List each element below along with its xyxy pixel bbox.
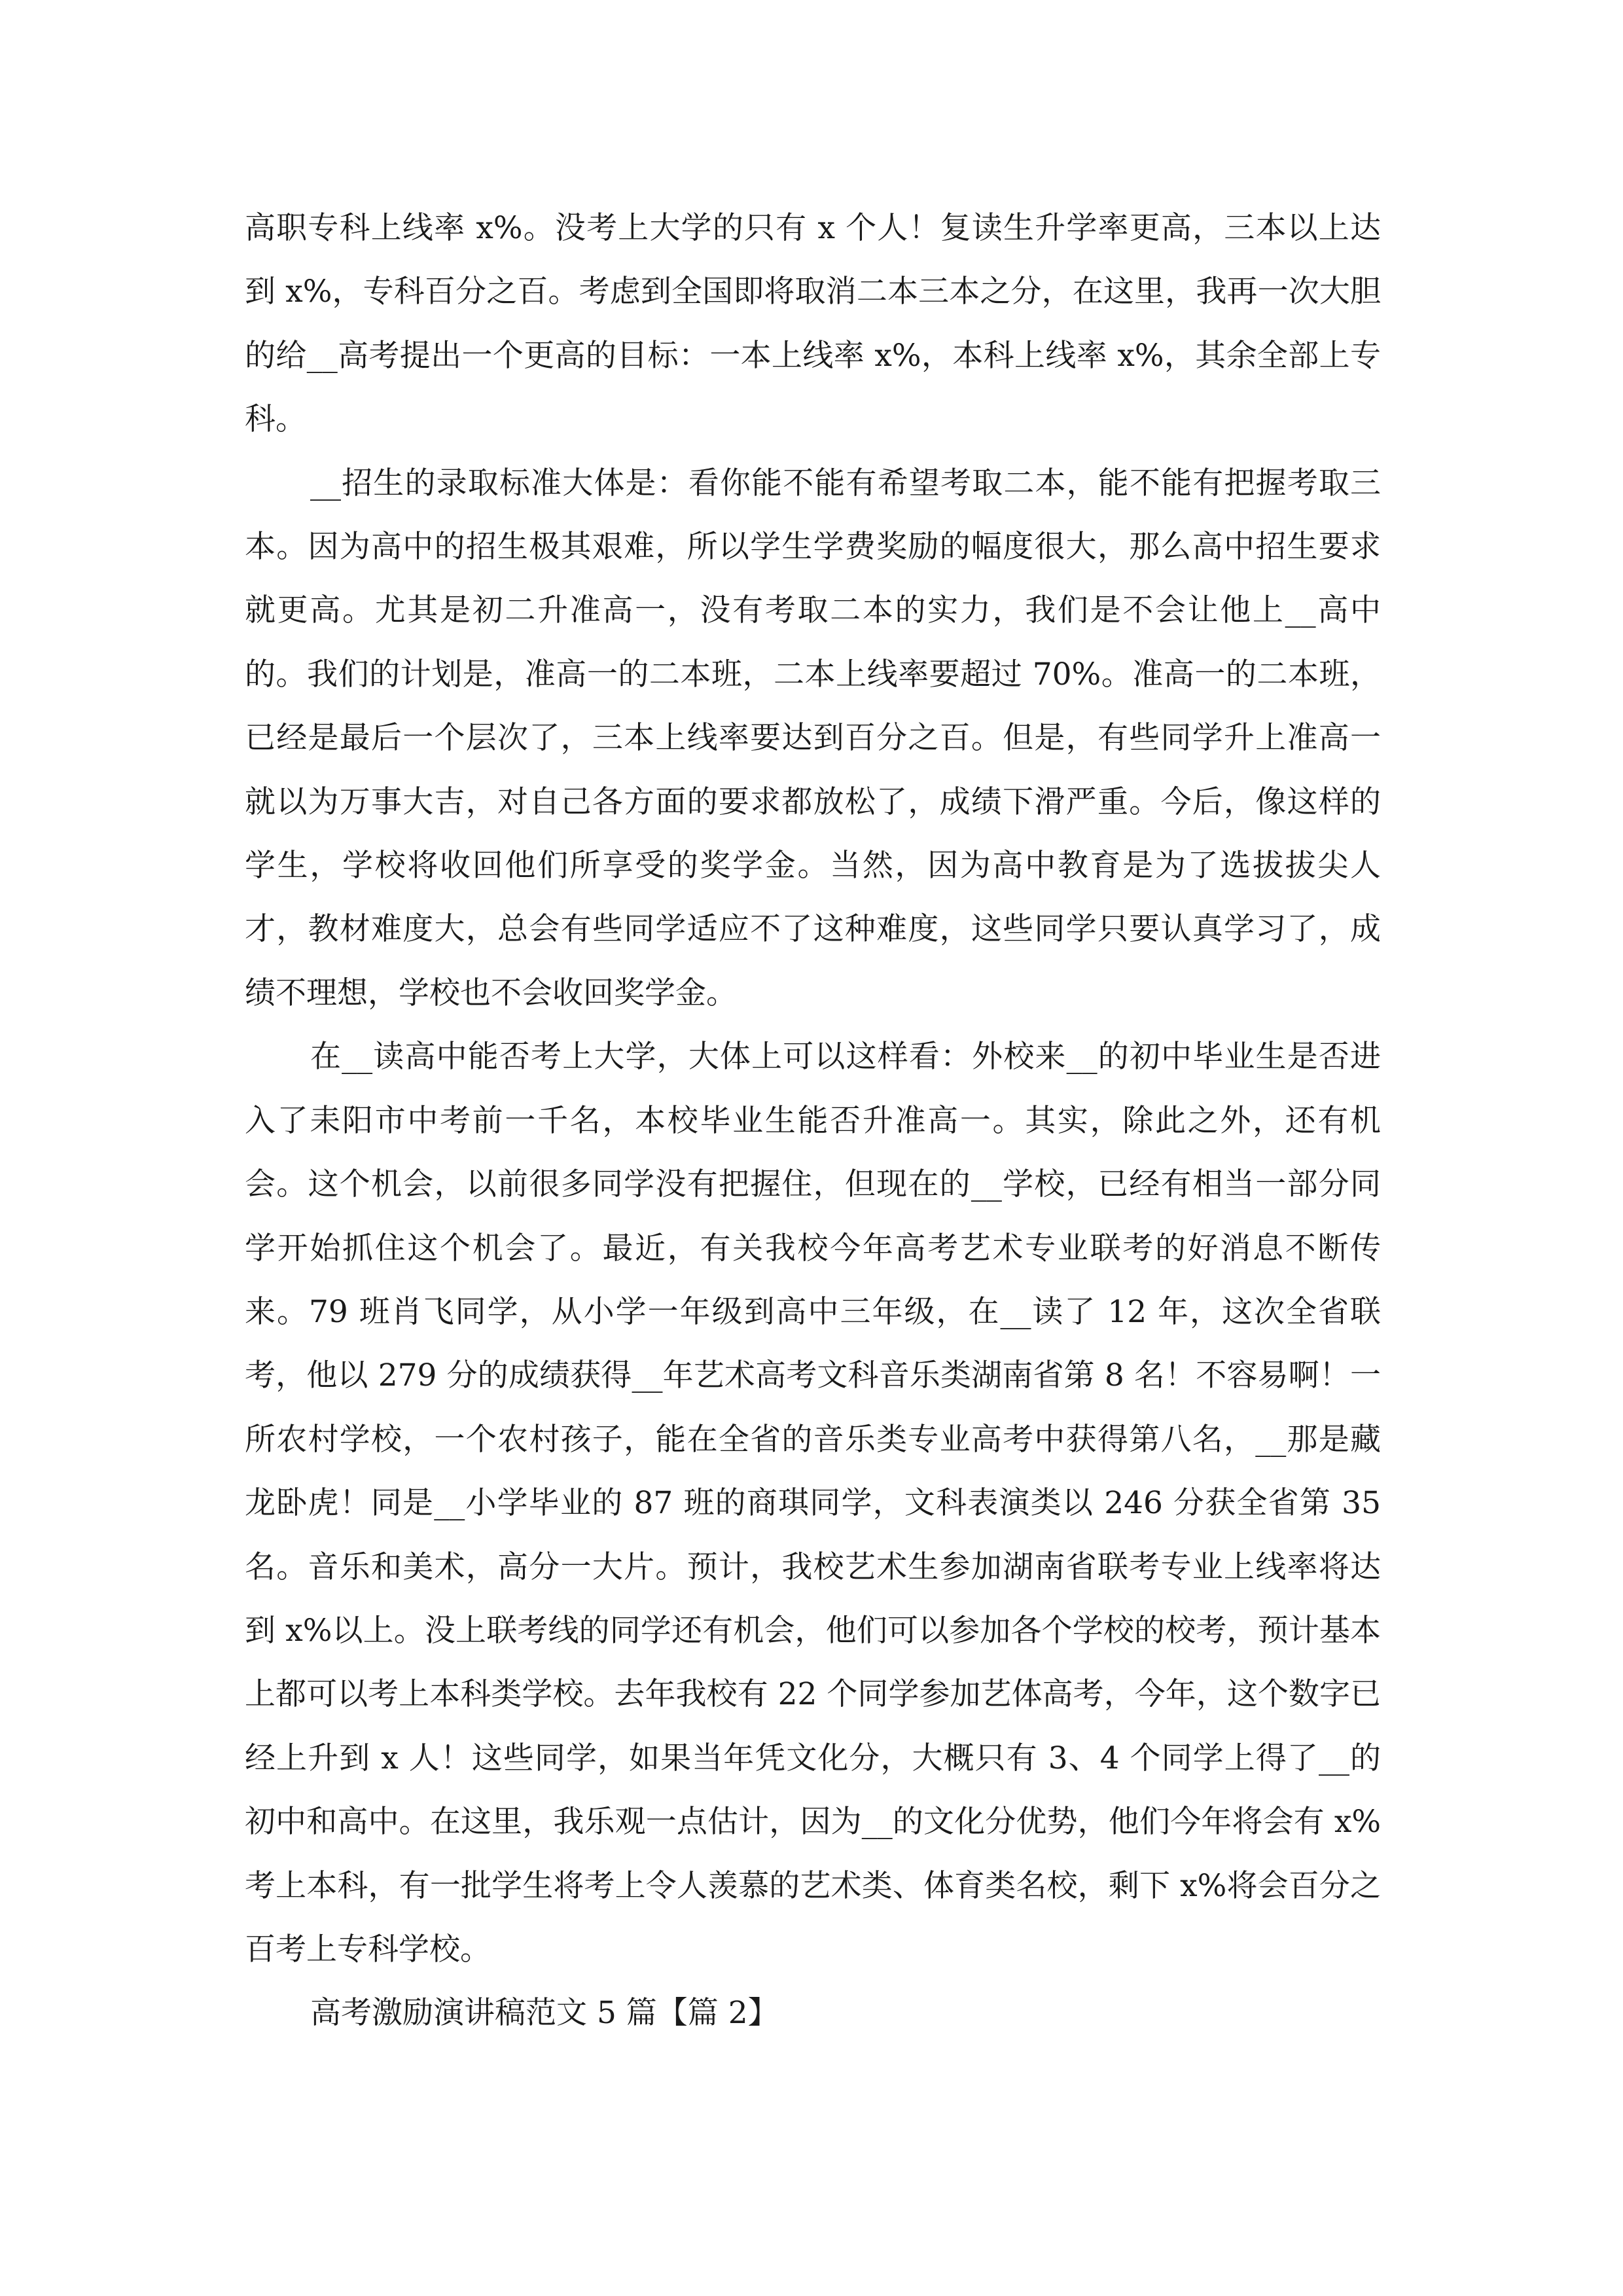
paragraph-3: 在__读高中能否考上大学，大体上可以这样看：外校来__的初中毕业生是否进入了耒阳市中考前一千名，本校毕业生能否升准高一。其实，除此之外，还有机会。这个机会，以前很多同学没有把握住，但现在的__学校，已经有相当一部分同学开始抓住这个机会了。最近，有关我校今年高考艺术专业联考的好消息不断传来。79 班肖飞同学，从小学一年级到高中三年级，在__读了 12 年，这次全省联考，他以 279 分的成绩获得__年艺术高考文科音乐类湖南省第 8 名！不容易啊！一所农村学校，一个农村孩子，能在全省的音乐类专业高考中获得第八名，__那是藏龙卧虎！同是__小学毕业的 87 班的商琪同学，文科表演类以 246 分获全省第 35 名。音乐和美术，高分一大片。预计，我校艺术生参加湖南省联考专业上线率将达到 x%以上。没上联考线的同学还有机会，他们可以参加各个学校的校考，预计基本上都可以考上本科类学校。去年我校有 22 个同学参加艺体高考，今年，这个数字已经上升到 x 人！这些同学，如果当年凭文化分，大概只有 3、4 个同学上得了__的初中和高中。在这里，我乐观一点估计，因为__的文化分优势，他们今年将会有 x%考上本科，有一批学生将考上令人羡慕的艺术类、体育类名校，剩下 x%将会百分之百考上专科学校。 (245, 1039, 1381, 1967)
paragraph-1: 高职专科上线率 x%。没考上大学的只有 x 个人！复读生升学率更高，三本以上达到 x%，专科百分之百。考虑到全国即将取消二本三本之分，在这里，我再一次大胆的给__高考提出一个更高的目标：一本上线率 x%，本科上线率 x%，其余全部上专科。 (245, 210, 1381, 438)
section-heading: 高考激励演讲稿范文 5 篇【篇 2】 (310, 1995, 779, 2032)
document-body (245, 196, 1381, 2045)
paragraph-2: __招生的录取标准大体是：看你能不能有希望考取二本，能不能有把握考取三本。因为高中的招生极其艰难，所以学生学费奖励的幅度很大，那么高中招生要求就更高。尤其是初二升准高一，没有考取二本的实力，我们是不会让他上__高中的。我们的计划是，准高一的二本班，二本上线率要超过 70%。准高一的二本班，已经是最后一个层次了，三本上线率要达到百分之百。但是，有些同学升上准高一就以为万事大吉，对自己各方面的要求都放松了，成绩下滑严重。今后，像这样的学生，学校将收回他们所享受的奖学金。当然，因为高中教育是为了选拔拔尖人才，教材难度大，总会有些同学适应不了这种难度，这些同学只要认真学习了，成绩不理想，学校也不会收回奖学金。 (245, 465, 1381, 1011)
